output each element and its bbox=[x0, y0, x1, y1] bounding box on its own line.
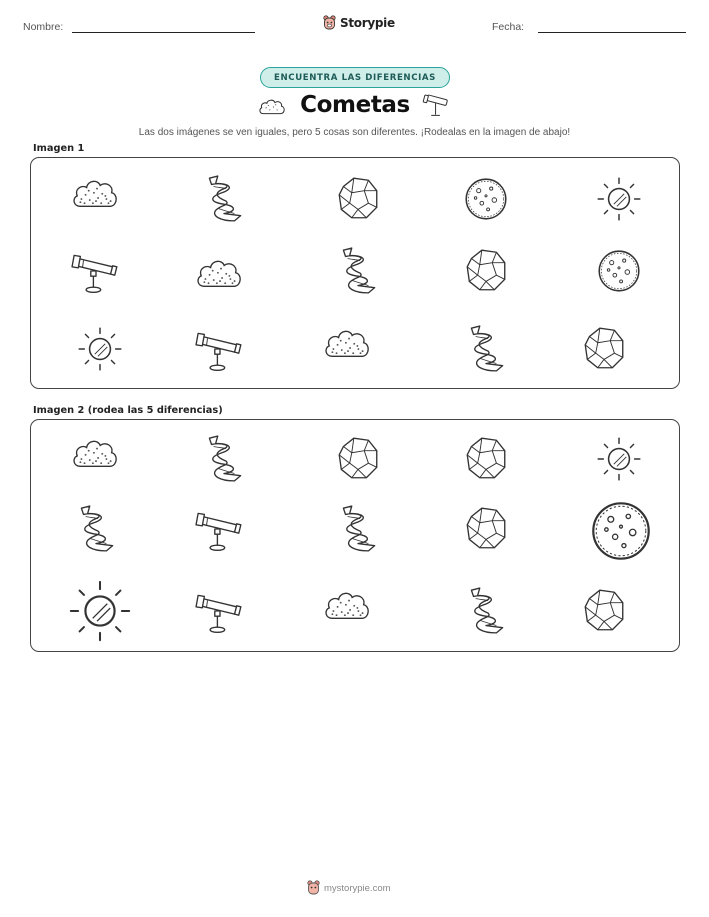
ribbon-icon[interactable] bbox=[461, 586, 511, 636]
telescope-icon bbox=[71, 246, 121, 296]
cloud-icon bbox=[71, 174, 121, 224]
storypie-bear-logo-icon bbox=[307, 880, 320, 896]
ribbon-icon bbox=[199, 174, 249, 224]
cloud-icon bbox=[195, 254, 245, 304]
panel2-label: Imagen 2 (rodea las 5 diferencias) bbox=[33, 405, 223, 416]
telescope-icon bbox=[195, 324, 245, 374]
image-2-panel[interactable] bbox=[30, 419, 680, 652]
panel1-label: Imagen 1 bbox=[33, 143, 85, 154]
name-label: Nombre: bbox=[23, 21, 64, 33]
rock-icon bbox=[461, 246, 511, 296]
moon-icon bbox=[461, 174, 511, 224]
rock-icon bbox=[333, 174, 383, 224]
sun-icon[interactable] bbox=[65, 576, 135, 646]
rock-icon[interactable] bbox=[579, 586, 629, 636]
ribbon-icon bbox=[333, 246, 383, 296]
ribbon-icon[interactable] bbox=[199, 434, 249, 484]
rock-icon bbox=[579, 324, 629, 374]
name-line[interactable] bbox=[72, 32, 255, 33]
brand-name: Storypie bbox=[340, 16, 395, 30]
telescope-icon bbox=[422, 93, 452, 119]
rock-icon[interactable] bbox=[461, 504, 511, 554]
footer-url: mystorypie.com bbox=[324, 882, 391, 894]
telescope-icon[interactable] bbox=[195, 504, 245, 554]
cloud-icon[interactable] bbox=[323, 586, 373, 636]
instructions: Las dos imágenes se ven iguales, pero 5 cosas son diferentes. ¡Rodealas en la imagen de abajo! bbox=[138, 127, 571, 138]
page-title: Cometas bbox=[300, 92, 410, 118]
ribbon-icon[interactable] bbox=[71, 504, 121, 554]
moon-icon bbox=[594, 246, 644, 296]
moon-icon[interactable] bbox=[586, 496, 656, 566]
cloud-icon[interactable] bbox=[71, 434, 121, 484]
ribbon-icon[interactable] bbox=[333, 504, 383, 554]
date-label: Fecha: bbox=[492, 21, 525, 33]
cloud-icon bbox=[323, 324, 373, 374]
brand bbox=[323, 12, 395, 34]
telescope-icon[interactable] bbox=[195, 586, 245, 636]
sun-icon bbox=[594, 174, 644, 224]
badge-text: ENCUENTRA LAS DIFERENCIAS bbox=[274, 72, 436, 83]
sun-icon[interactable] bbox=[594, 434, 644, 484]
sun-icon bbox=[75, 324, 125, 374]
footer bbox=[307, 880, 391, 896]
date-line[interactable] bbox=[538, 32, 686, 33]
storypie-bear-logo-icon bbox=[323, 15, 336, 31]
cloud-icon bbox=[257, 96, 287, 118]
ribbon-icon bbox=[461, 324, 511, 374]
rock-icon[interactable] bbox=[461, 434, 511, 484]
rock-icon[interactable] bbox=[333, 434, 383, 484]
activity-badge bbox=[260, 67, 450, 88]
image-1-panel bbox=[30, 157, 680, 389]
